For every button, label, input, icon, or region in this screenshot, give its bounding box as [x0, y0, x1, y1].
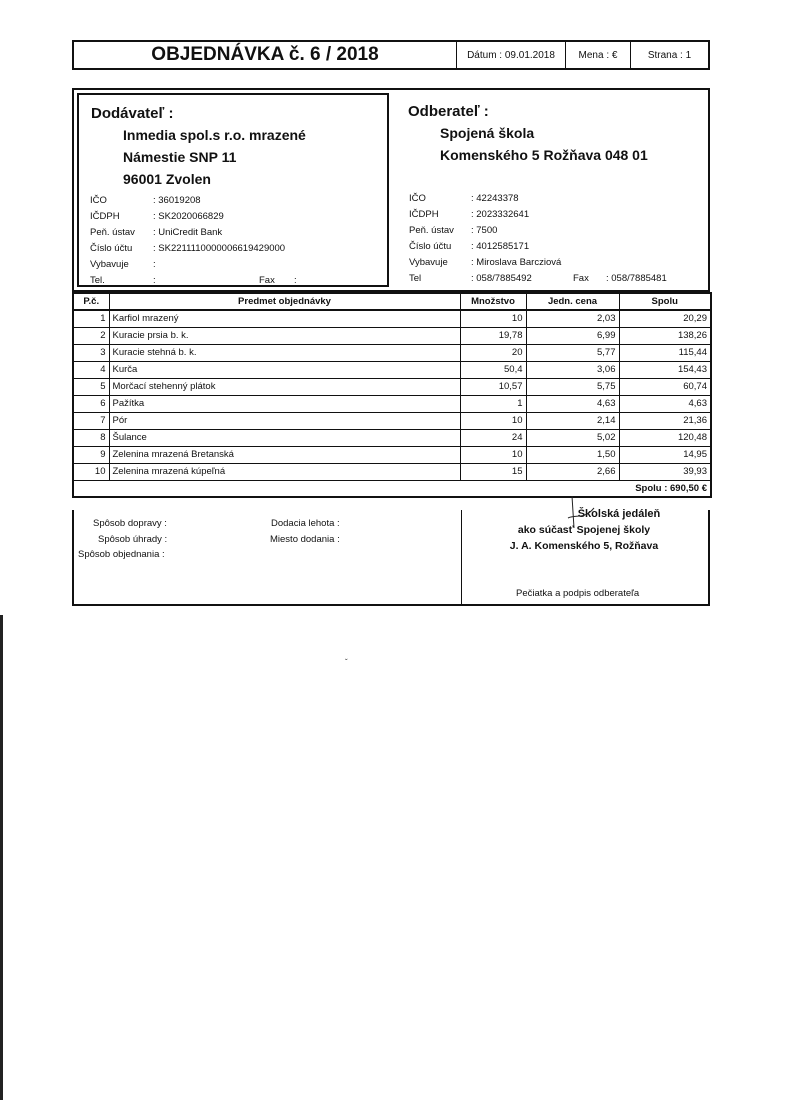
row-total: 21,36 — [619, 412, 711, 429]
transport-label: Spôsob dopravy : — [93, 518, 167, 529]
buyer-name: Spojená škola — [440, 125, 535, 141]
row-total: 39,93 — [619, 463, 711, 480]
col-header-item: Predmet objednávky — [109, 293, 460, 310]
buyer-ico-label: IČO — [409, 193, 426, 204]
order-page: Strana : 1 — [647, 49, 692, 61]
table-row — [73, 310, 711, 327]
row-quantity: 1 — [460, 395, 526, 412]
supplier-fax-label: Fax — [259, 275, 275, 286]
col-header-total: Spolu — [619, 293, 711, 310]
table-row — [73, 378, 711, 395]
row-unit-price: 5,02 — [526, 429, 619, 446]
row-quantity: 19,78 — [460, 327, 526, 344]
row-item: Pór — [109, 412, 460, 429]
row-quantity: 50,4 — [460, 361, 526, 378]
row-unit-price: 1,50 — [526, 446, 619, 463]
buyer-account-value: : 4012585171 — [471, 241, 530, 252]
row-quantity: 10 — [460, 446, 526, 463]
buyer-heading: Odberateľ : — [408, 103, 489, 120]
row-number: 1 — [73, 310, 109, 327]
table-row — [73, 327, 711, 344]
table-row — [73, 429, 711, 446]
supplier-bank-label: Peň. ústav — [90, 227, 135, 238]
order-currency: Mena : € — [566, 42, 631, 68]
supplier-tel-value: : — [153, 275, 156, 286]
row-number: 9 — [73, 446, 109, 463]
row-total: 20,29 — [619, 310, 711, 327]
table-header-row — [73, 293, 711, 310]
row-item: Zelenina mrazená kúpeľná — [109, 463, 460, 480]
supplier-account-label: Číslo účtu — [90, 243, 133, 254]
buyer-account-label: Číslo účtu — [409, 241, 452, 252]
buyer-handler-label: Vybavuje — [409, 257, 448, 268]
grand-total-row — [73, 480, 711, 497]
row-unit-price: 2,14 — [526, 412, 619, 429]
row-number: 6 — [73, 395, 109, 412]
buyer-street: Komenského 5 Rožňava 048 01 — [440, 147, 648, 163]
supplier-handler-label: Vybavuje — [90, 259, 129, 270]
buyer-tel-value: : 058/7885492 — [471, 273, 532, 284]
delivery-term-label: Dodacia lehota : — [271, 518, 340, 529]
order-items-table — [72, 292, 712, 498]
ordering-label: Spôsob objednania : — [78, 549, 165, 560]
supplier-tel-label: Tel. — [90, 275, 105, 286]
scan-speck: ˇ — [345, 658, 348, 667]
row-unit-price: 2,03 — [526, 310, 619, 327]
table-row — [73, 412, 711, 429]
row-unit-price: 4,63 — [526, 395, 619, 412]
row-unit-price: 2,66 — [526, 463, 619, 480]
stamp-line-1: Školská jedáleň — [577, 508, 661, 520]
supplier-ico-label: IČO — [90, 195, 107, 206]
row-total: 14,95 — [619, 446, 711, 463]
row-unit-price: 5,77 — [526, 344, 619, 361]
row-quantity: 10,57 — [460, 378, 526, 395]
row-number: 2 — [73, 327, 109, 344]
order-footer — [72, 510, 710, 606]
delivery-place-label: Miesto dodania : — [270, 534, 340, 545]
supplier-icdph-value: : SK2020066829 — [153, 211, 224, 222]
row-quantity: 24 — [460, 429, 526, 446]
supplier-fax-value: : — [294, 275, 297, 286]
buyer-bank-label: Peň. ústav — [409, 225, 454, 236]
buyer-icdph-value: : 2023332641 — [471, 209, 530, 220]
order-header — [72, 40, 710, 70]
row-total: 138,26 — [619, 327, 711, 344]
row-item: Kuracie stehná b. k. — [109, 344, 460, 361]
buyer-ico-value: : 42243378 — [471, 193, 519, 204]
grand-total: Spolu : 690,50 € — [73, 480, 711, 497]
col-header-price: Jedn. cena — [526, 293, 619, 310]
buyer-fax-label: Fax — [573, 273, 589, 284]
table-row — [73, 463, 711, 480]
row-total: 154,43 — [619, 361, 711, 378]
row-unit-price: 5,75 — [526, 378, 619, 395]
buyer-handler-value: : Miroslava Barcziová — [471, 257, 562, 268]
row-number: 3 — [73, 344, 109, 361]
payment-label: Spôsob úhrady : — [98, 534, 168, 545]
supplier-handler-value: : — [153, 259, 156, 270]
table-row — [73, 344, 711, 361]
scan-edge-mark — [0, 615, 3, 1100]
row-item: Šulance — [109, 429, 460, 446]
order-title: OBJEDNÁVKA č. 6 / 2018 — [74, 42, 457, 68]
row-number: 8 — [73, 429, 109, 446]
row-item: Kurča — [109, 361, 460, 378]
row-number: 5 — [73, 378, 109, 395]
supplier-city: 96001 Zvolen — [123, 171, 211, 187]
row-quantity: 15 — [460, 463, 526, 480]
row-item: Karfiol mrazený — [109, 310, 460, 327]
supplier-icdph-label: IČDPH — [90, 211, 120, 222]
table-row — [73, 395, 711, 412]
buyer-fax-value: : 058/7885481 — [606, 273, 667, 284]
row-quantity: 10 — [460, 412, 526, 429]
supplier-street: Námestie SNP 11 — [123, 149, 237, 165]
col-header-qty: Množstvo — [460, 293, 526, 310]
row-total: 60,74 — [619, 378, 711, 395]
stamp-line-2: ako súčasť Spojenej školy — [517, 524, 651, 536]
row-quantity: 10 — [460, 310, 526, 327]
supplier-account-value: : SK2211110000006619429000 — [153, 243, 286, 254]
supplier-heading: Dodávateľ : — [91, 105, 174, 122]
row-total: 120,48 — [619, 429, 711, 446]
buyer-box — [400, 93, 706, 287]
row-total: 4,63 — [619, 395, 711, 412]
buyer-tel-label: Tel — [409, 273, 422, 284]
buyer-bank-value: : 7500 — [471, 225, 498, 236]
row-total: 115,44 — [619, 344, 711, 361]
footer-divider — [461, 510, 462, 604]
supplier-ico-value: : 36019208 — [153, 195, 201, 206]
table-row — [73, 446, 711, 463]
order-date: Dátum : 09.01.2018 — [457, 42, 566, 68]
row-unit-price: 3,06 — [526, 361, 619, 378]
parties-block — [72, 88, 710, 292]
row-number: 7 — [73, 412, 109, 429]
buyer-icdph-label: IČDPH — [409, 209, 439, 220]
supplier-bank-value: : UniCredit Bank — [153, 227, 223, 238]
row-item: Zelenina mrazená Bretanská — [109, 446, 460, 463]
row-item: Morčací stehenný plátok — [109, 378, 460, 395]
signature-scribble — [564, 494, 604, 534]
row-item: Kuracie prsia b. k. — [109, 327, 460, 344]
row-item: Pažítka — [109, 395, 460, 412]
table-row — [73, 361, 711, 378]
stamp-line-3: J. A. Komenského 5, Rožňava — [509, 540, 659, 552]
signature-label: Pečiatka a podpis odberateľa — [516, 588, 640, 599]
row-number: 4 — [73, 361, 109, 378]
row-number: 10 — [73, 463, 109, 480]
row-unit-price: 6,99 — [526, 327, 619, 344]
supplier-box — [77, 93, 389, 287]
supplier-name: Inmedia spol.s r.o. mrazené — [123, 127, 306, 143]
row-quantity: 20 — [460, 344, 526, 361]
col-header-no: P.č. — [73, 293, 109, 310]
